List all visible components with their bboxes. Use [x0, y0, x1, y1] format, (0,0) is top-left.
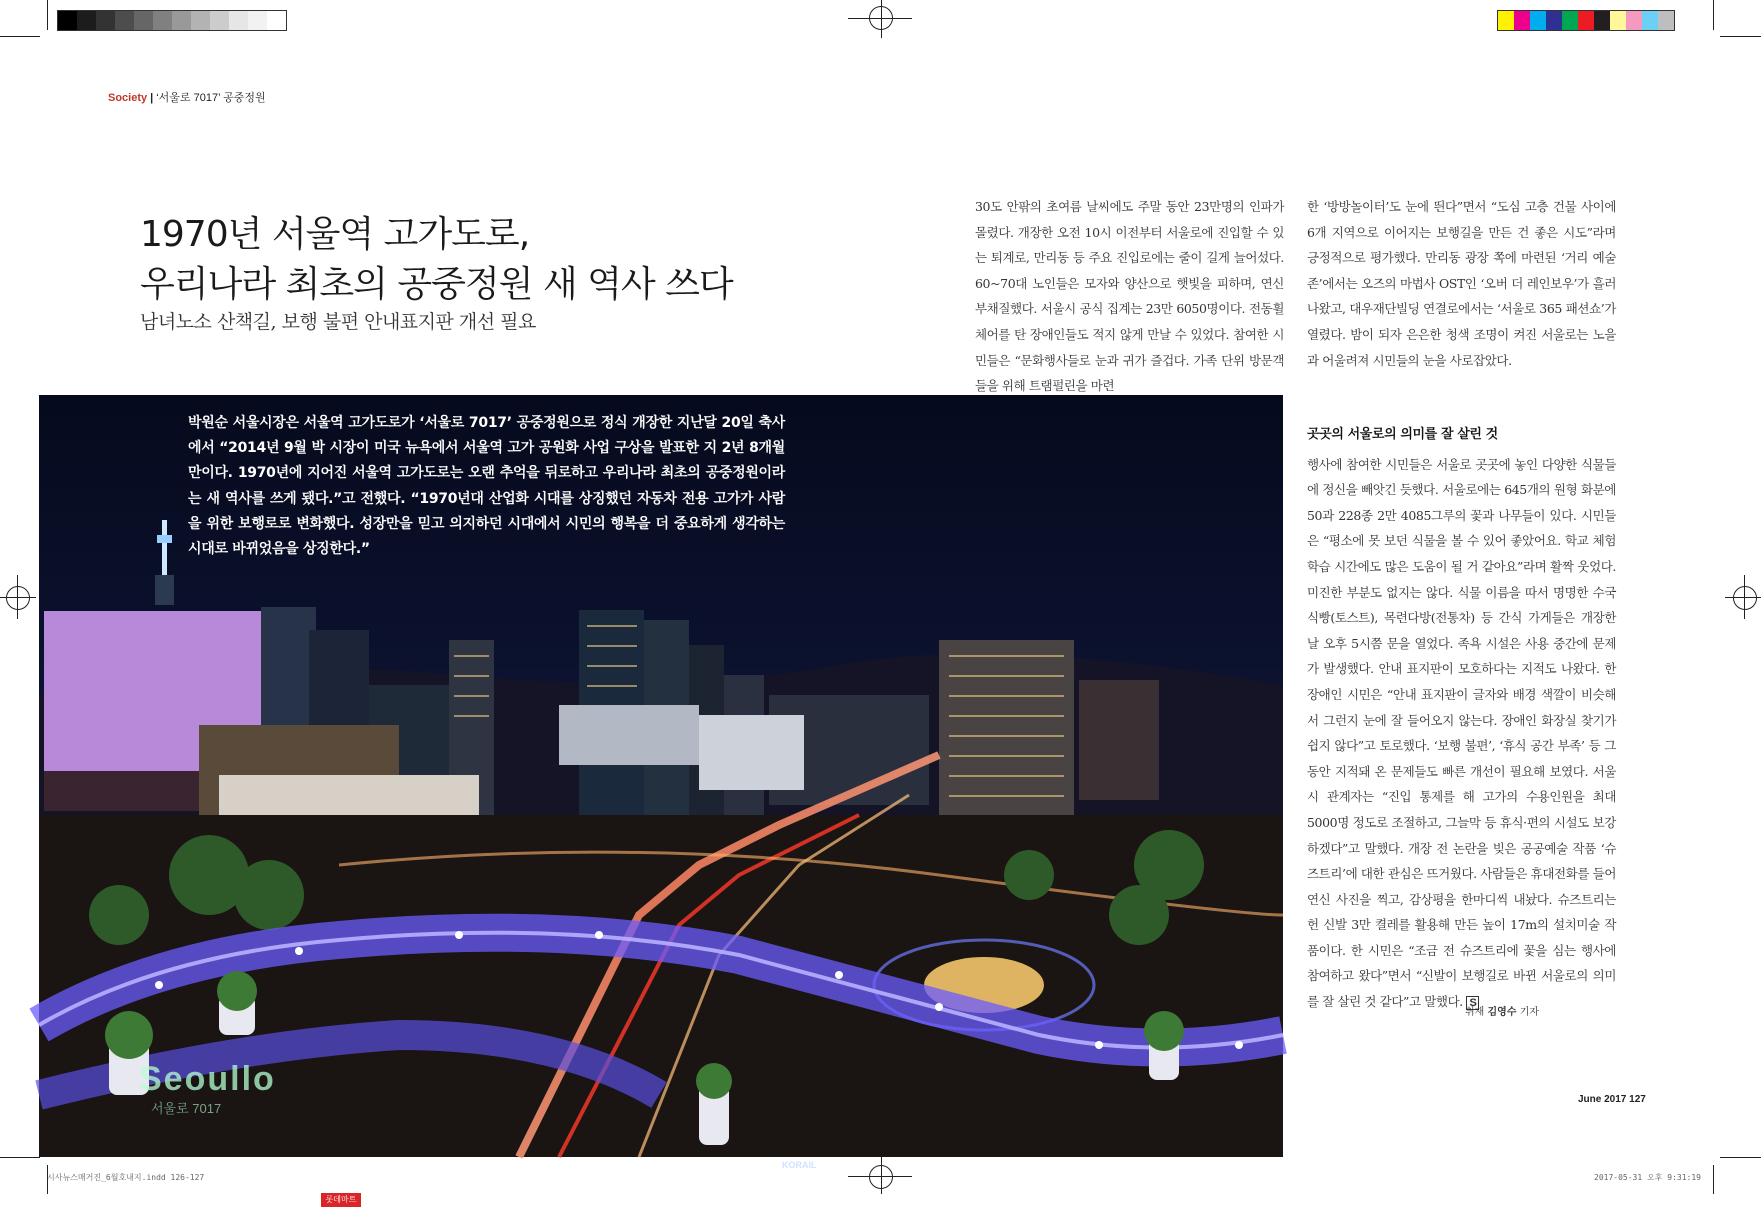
registration-mark — [6, 586, 30, 610]
headline-line-1: 1970년 서울역 고가도로, — [140, 214, 530, 255]
registration-mark — [1725, 597, 1761, 598]
headline-line-2: 우리나라 최초의 공중정원 새 역사 쓰다 — [140, 264, 733, 305]
registration-mark — [1733, 586, 1757, 610]
color-swatch — [1578, 11, 1594, 30]
color-swatch — [1546, 11, 1562, 30]
registration-mark — [848, 18, 912, 19]
body-column-3 — [1307, 422, 1616, 1017]
print-slug-date: 2017-05-31 오후 9:31:19 — [1594, 1173, 1701, 1182]
color-swatch — [1626, 11, 1642, 30]
print-slug-file: 시사뉴스매거진_6월호내지.indd 126-127 — [47, 1173, 205, 1182]
gray-swatch — [267, 11, 286, 30]
byline-name: 김영수 — [1487, 1007, 1517, 1018]
korail-building — [559, 705, 699, 765]
crop-mark — [1713, 0, 1714, 30]
crop-mark — [47, 0, 48, 30]
color-swatch — [1658, 11, 1674, 30]
byline-prefix: 취재 — [1465, 1007, 1485, 1018]
grayscale-calibration-bar — [57, 10, 287, 31]
color-swatch — [1642, 11, 1658, 30]
color-swatch — [1562, 11, 1578, 30]
lotte-mart-sign: 롯데마트 — [321, 1193, 361, 1207]
gray-swatch — [191, 11, 210, 30]
korail-sign: KORAIL — [782, 1160, 817, 1170]
article-headline — [140, 210, 733, 310]
gray-swatch — [248, 11, 267, 30]
byline — [1465, 1003, 1539, 1018]
gray-swatch — [134, 11, 153, 30]
crop-mark — [0, 36, 40, 37]
apartment-tower — [939, 640, 1074, 840]
color-swatch — [1514, 11, 1530, 30]
gray-swatch — [115, 11, 134, 30]
section-subheading: 곳곳의 서울로의 의미를 잘 살린 것 — [1307, 427, 1498, 442]
body-column-2 — [1307, 194, 1616, 373]
registration-mark — [0, 597, 36, 598]
gray-swatch — [153, 11, 172, 30]
registration-mark — [881, 0, 882, 38]
color-swatch — [1610, 11, 1626, 30]
body-paragraph-text: 행사에 참여한 시민들은 서울로 곳곳에 놓인 다양한 식물들에 정신을 빼앗긴 듯했다. 서울로에는 645개의 원형 화분에 50과 228종 2만 4085그루의 꽃과 나무들이 있다. 시민들은 “평소에 못 보던 식물을 볼 수 있어 좋았어요. 학교 체험 학습 시간에도 많은 도움이 될 거 같아요”라며 활짝 웃었다. 미진한 부분도 없지는 않다. 식물 이름을 따서 명명한 수국식빵(토스트), 목련다방(전통차) 등 간식 가게들은 개장한 날 오후 5시쯤 문을 열었다. 족욕 시설은 사용 중간에 문제가 발생했다. 안내 표지판이 모호하다는 지적도 나왔다. 한 장애인 시민은 “안내 표지판이 글자와 배경 색깔이 비슷해서 그런지 눈에 잘 들어오지 않는다. 장애인 화장실 찾기가 쉽지 않다”고 토로했다. ‘보행 불편’, ‘휴식 공간 부족’ 등 그동안 지적돼 온 문제들도 빠른 개선이 필요해 보였다. 서울시 관계자는 “진입 통제를 해 고가의 수용인원을 최대 5000명 정도로 조절하고, 그늘막 등 휴식·편의 시설도 보강하겠다”고 말했다. 개장 전 논란을 빚은 공공예술 작품 ‘슈즈트리’에 대한 관심은 뜨거웠다. 사람들은 휴대전화를 들어 연신 사진을 찍고, 감상평을 한마디씩 내놨다. 슈즈트리는 헌 신발 3만 켤레를 활용해 만든 높이 17m의 설치미술 작품이다. 한 시민은 “조금 전 슈즈트리에 꽃을 심는 행사에 참여하고 왔다”면서 “신발이 보행길로 바뀐 서울로의 의미를 잘 살린 것 같다”고 말했다. — [1307, 456, 1616, 1010]
color-swatch — [1498, 11, 1514, 30]
crop-mark — [1720, 1157, 1761, 1158]
page-folio: June 2017 127 — [1578, 1094, 1646, 1105]
gray-swatch — [229, 11, 248, 30]
section-name: Society — [108, 92, 148, 104]
end-mark-icon: S — [1466, 996, 1479, 1010]
pull-quote: 박원순 서울시장은 서울역 고가도로가 ‘서울로 7017’ 공중정원으로 정식 개장한 지난달 20일 축사에서 “2014년 9월 박 시장이 미국 뉴욕에서 서울역 고가 공원화 사업 구상을 발표한 지 2년 8개월 만이다. 1970년에 지어진 서울역 고가도로는 오랜 추억을 뒤로하고 우리나라 최초의 공중정원이라는 새 역사를 쓰게 됐다.”고 전했다. “1970년대 산업화 시대를 상징했던 자동차 전용 고가가 사람을 위한 보행로로 변화했다. 성장만을 믿고 의지하던 시대에서 시민의 행복을 더 중요하게 생각하는 시대로 바뀌었음을 상징한다.” — [188, 415, 785, 558]
gray-swatch — [210, 11, 229, 30]
body-paragraph: 30도 안팎의 초여름 날씨에도 주말 동안 23만명의 인파가 몰렸다. 개장한 오전 10시 이전부터 서울로에 진입할 수 있는 퇴계로, 만리동 등 주요 진입로에는 줄이 길게 늘어섰다. 60~70대 노인들은 모자와 양산으로 햇빛을 피하며, 연신 부채질했다. 서울시 공식 집계는 23만 6050명이다. 전동휠체어를 탄 장애인들도 적지 않게 만날 수 있었다. 참여한 시민들은 “문화행사들로 눈과 귀가 즐겁다. 가족 단위 방문객들을 위해 트램펄린을 마련 — [975, 199, 1284, 394]
byline-suffix: 기자 — [1519, 1007, 1540, 1018]
body-paragraph — [1307, 452, 1616, 1017]
section-separator: | — [150, 92, 154, 104]
gray-swatch — [96, 11, 115, 30]
registration-mark — [17, 575, 18, 619]
body-column-1 — [975, 194, 1284, 394]
color-calibration-bar — [1497, 10, 1675, 31]
crop-mark — [1720, 36, 1761, 37]
section-label — [108, 89, 266, 105]
crop-mark — [1713, 1165, 1714, 1194]
color-swatch — [1530, 11, 1546, 30]
seoullo-building-subsign: 서울로 7017 — [151, 1101, 222, 1116]
article-subhead: 남녀노소 산책길, 보행 불편 안내표지판 개선 필요 — [140, 311, 536, 333]
gray-swatch — [172, 11, 191, 30]
color-swatch — [1594, 11, 1610, 30]
registration-mark — [848, 1176, 912, 1177]
body-paragraph: 한 ‘방방놀이터’도 눈에 띈다”면서 “도심 고층 건물 사이에 6개 지역으로 이어지는 보행길을 만든 건 좋은 시도”라며 긍정적으로 평가했다. 만리동 광장 쪽에 마련된 ‘거리 예술존’에서는 오즈의 마법사 OST인 ‘오버 더 레인보우’가 흘러나왔고, 대우재단빌딩 연결로에서는 ‘서울로 365 패션쇼’가 열렸다. 밤이 되자 은은한 청색 조명이 켜진 서울로는 노을과 어울려져 시민들의 눈을 사로잡았다. — [1307, 199, 1616, 368]
gray-swatch — [58, 11, 77, 30]
gray-swatch — [77, 11, 96, 30]
seoullo-building-sign: Seoullo — [139, 1060, 276, 1098]
registration-mark — [881, 1157, 882, 1194]
section-topic: ‘서울로 7017’ 공중정원 — [156, 92, 266, 104]
crop-mark — [0, 1157, 40, 1158]
registration-mark — [1744, 575, 1745, 619]
